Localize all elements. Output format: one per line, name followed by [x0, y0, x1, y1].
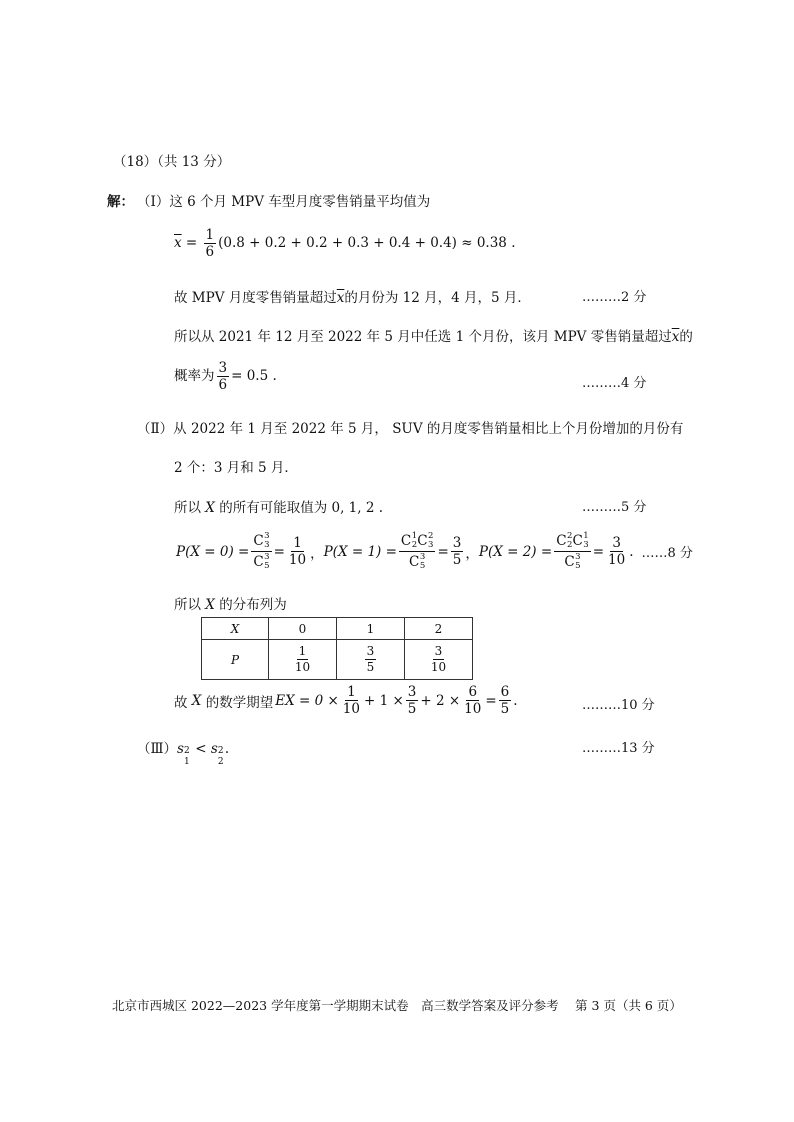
table-cell: X — [202, 618, 269, 640]
score-2: ………2 分 — [582, 290, 647, 305]
p2-result: $\frac{3}{10}$ — [608, 534, 626, 568]
table-cell: 1 — [337, 618, 405, 640]
score-4: ………4 分 — [582, 376, 647, 391]
distribution-table — [201, 617, 473, 680]
part2-intro-cont: 2 个：3 月和 5 月． — [174, 460, 298, 476]
mean-formula: $\overline{x}$ = $\frac{1}{6}$ (0.8 + 0.2 + 0.2 + 0.3 + 0.4 + 0.4) ≈ 0.38 . — [174, 227, 516, 261]
p2-lhs: P(X = 2) = — [478, 543, 553, 560]
choose-line: 所以从 2021 年 12 月至 2022 年 5 月中任选 1 个月份，该月 MPV 零售销量超过$\overline{x}$的 — [174, 329, 693, 345]
table-row — [202, 618, 473, 640]
score-5: ………5 分 — [582, 500, 647, 515]
solution-label: 解： — [107, 194, 134, 210]
part1-intro: （Ⅰ）这 6 个月 MPV 车型月度零售销量平均值为 — [137, 194, 431, 210]
table-cell: $\frac{3}{10}$ — [405, 640, 473, 680]
score-10: ………10 分 — [582, 698, 655, 713]
score-13: ………13 分 — [582, 741, 655, 756]
distribution-line: 所以 X 的分布列为 — [174, 597, 287, 613]
p1-lhs: P(X = 1) = — [323, 543, 397, 560]
p2-fraction: C 2 2 C 1 3 C 3 5 — [556, 531, 589, 571]
prob-fraction: $\frac{3}{6}$ — [218, 360, 228, 394]
table-cell: 2 — [405, 618, 473, 640]
part2-intro: （Ⅱ）从 2022 年 1 月至 2022 年 5 月， SUV 的月度零售销量相比上个月份增加的月份有 — [137, 421, 684, 437]
p1-fraction: C 1 2 C 2 3 C 3 5 — [400, 531, 434, 571]
p0-result: $\frac{1}{10}$ — [288, 534, 307, 568]
mean-symbol: $\overline{x}$ — [174, 235, 182, 252]
probabilities-line: P(X = 0) = C 3 3 C 3 5 = $\frac{1}{10}$ ， P(X = 1) = C 1 2 C 2 3 C 3 5 = $\frac{3}{5}$ ， P(X = 2) = C 2 2 C 1 3 C 3 5 = $\frac{3}{10}$ . ……8 分 — [176, 531, 693, 571]
table-cell: $\frac{3}{5}$ — [337, 640, 405, 680]
score-8: ……8 分 — [641, 546, 693, 561]
table-row — [202, 640, 473, 680]
table-cell: P — [202, 640, 269, 680]
table-cell: $\frac{1}{10}$ — [269, 640, 337, 680]
expectation-line: 故 X 的数学期望 EX = 0 × $\frac{1}{10}$ + 1 × $\frac{3}{5}$ + 2 × $\frac{6}{10}$ = $\frac{6}{5}$ . — [174, 684, 518, 718]
page-footer: 北京市西城区 2022—2023 学年度第一学期期末试卷 高三数学答案及评分参考 第 3 页（共 6 页） — [112, 998, 682, 1013]
p0-fraction: C 3 3 C 3 5 — [253, 531, 270, 571]
question-header: （18）（共 13 分） — [113, 154, 231, 170]
p1-result: $\frac{3}{5}$ — [452, 534, 462, 568]
values-line: 所以 X 的所有可能取值为 0, 1, 2 . — [174, 500, 384, 516]
mean-sum: (0.8 + 0.2 + 0.2 + 0.3 + 0.4 + 0.4) ≈ 0.38 . — [218, 235, 516, 252]
exceed-line: 故 MPV 月度零售销量超过$\overline{x}$的月份为 12 月，4 月，5 月． — [174, 290, 531, 306]
p0-lhs: P(X = 0) = — [176, 543, 250, 560]
part3-line: （Ⅲ）s 2 1 < s 2 2 . — [137, 741, 230, 767]
table-cell: 0 — [269, 618, 337, 640]
mean-fraction: $\frac{1}{6}$ — [205, 227, 215, 261]
probability-line: 概率为 $\frac{3}{6}$ = 0.5 . — [174, 360, 277, 394]
